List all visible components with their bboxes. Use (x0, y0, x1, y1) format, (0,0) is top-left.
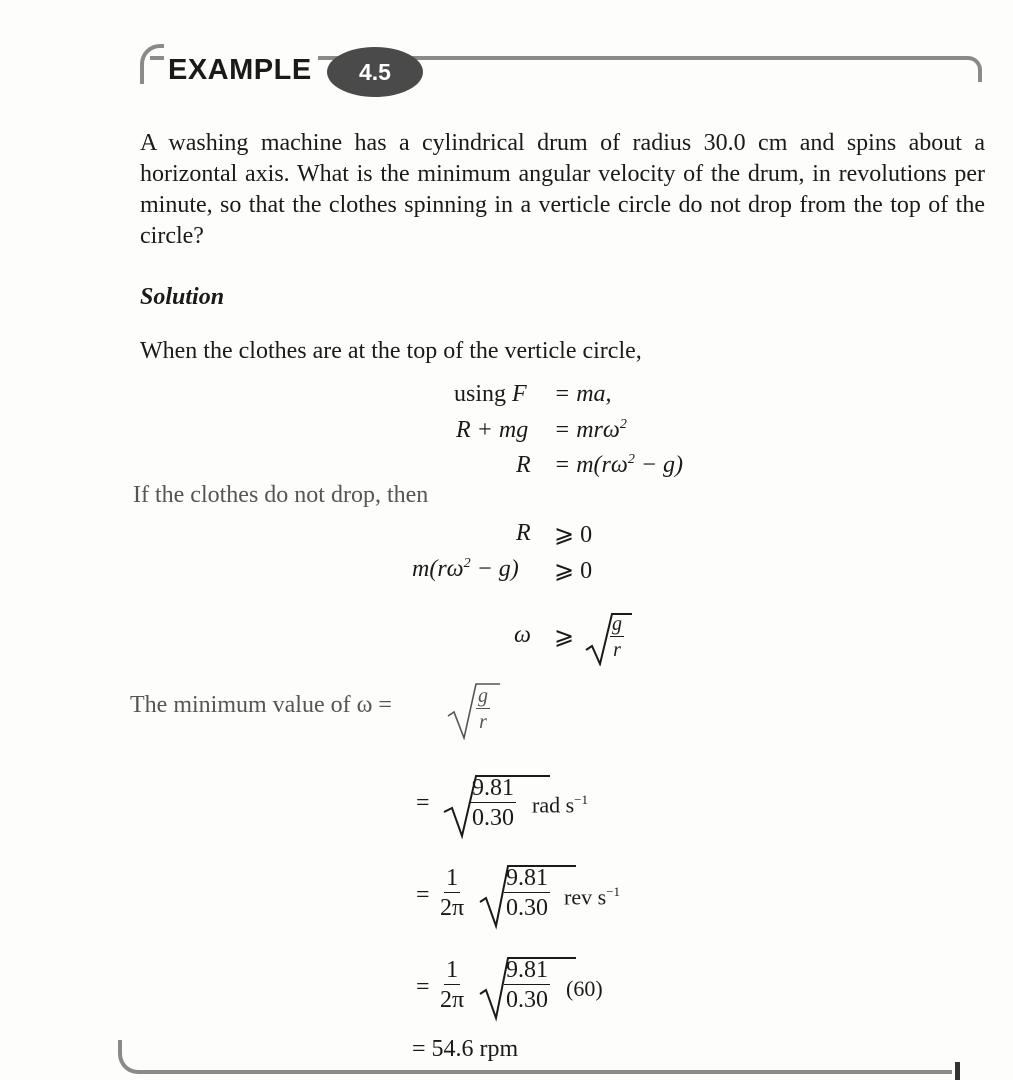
step3-pre-num: 1 (446, 957, 459, 983)
step1-num: 9.81 (472, 775, 514, 801)
equation-step-rad (416, 770, 656, 840)
step2-unit: rev s (564, 884, 607, 910)
eq3-rhs-b: − g) (634, 452, 683, 478)
eq3-exp: 2 (627, 452, 635, 467)
eq2-rhs: = mrω (554, 417, 620, 443)
eq2-exp: 2 (619, 417, 627, 432)
step2-pre-num: 1 (446, 865, 459, 891)
step1-unit: rad s (532, 792, 575, 818)
sqrt-sign (446, 680, 502, 740)
minimum-value-text: The minimum value of ω = (130, 692, 392, 718)
equation-reaction-nonneg (516, 520, 593, 548)
problem-statement: A washing machine has a cylindrical drum of radius 30.0 cm and spins about a horizontal axis. What is the minimum angular velocity of the drum, in revolutions per minute, so that the clothes spinning in a verticle circle do not drop from the top of the circle? (140, 130, 985, 249)
step2-pre-den: 2π (440, 895, 465, 921)
eq4-lhs: R (516, 520, 531, 546)
step3-num: 9.81 (506, 957, 548, 983)
eq6-num: g (612, 613, 622, 635)
eq1-rhs: = ma, (554, 381, 612, 407)
intro-text: When the clothes are at the top of the verticle circle, (140, 338, 642, 364)
solution-heading: Solution (140, 284, 225, 310)
eq5-exp: 2 (463, 556, 471, 571)
eq6-rel: ⩾ (554, 624, 575, 650)
step2-den: 0.30 (506, 895, 548, 921)
condition-text: If the clothes do not drop, then (133, 482, 429, 508)
step2-unit-exp: −1 (606, 884, 620, 899)
footer-mark (955, 1062, 960, 1080)
eq2-lhs: R + mg (456, 417, 529, 443)
eq5-lhs-b: − g) (470, 556, 519, 582)
equation-step-rpm (416, 952, 676, 1022)
step3-eq: = (416, 974, 430, 1000)
step3-factor: (60) (566, 976, 603, 1001)
eq3-rhs-a: = m(rω (554, 452, 628, 478)
equation-step-rev (416, 860, 676, 930)
equation-newton (454, 381, 612, 408)
eq1-prefix: using (454, 381, 513, 407)
eq3-lhs: R (516, 452, 531, 478)
step1-unit-exp: −1 (574, 792, 588, 807)
step3-den: 0.30 (506, 987, 548, 1013)
step1-den: 0.30 (472, 805, 514, 831)
eq5-rhs: ⩾ 0 (554, 558, 593, 584)
final-result: = 54.6 rpm (412, 1036, 519, 1062)
example-number-badge: 4.5 (327, 47, 423, 97)
min-num: g (478, 685, 488, 707)
min-den: r (479, 711, 487, 733)
eq6-den: r (613, 639, 621, 661)
step2-eq: = (416, 882, 430, 908)
step2-num: 9.81 (506, 865, 548, 891)
eq4-rhs: ⩾ 0 (554, 522, 593, 548)
eq1-lhs: F (512, 381, 527, 407)
eq5-lhs-a: m(rω (412, 556, 464, 582)
step3-pre-den: 2π (440, 987, 465, 1013)
example-label: EXAMPLE (164, 54, 318, 87)
eq6-lhs: ω (514, 622, 531, 648)
sqrt-sign (584, 610, 634, 666)
footer-frame-line (118, 1040, 952, 1074)
equation-force-balance (456, 417, 627, 444)
equation-inequality (412, 556, 593, 584)
step1-eq: = (416, 790, 430, 816)
